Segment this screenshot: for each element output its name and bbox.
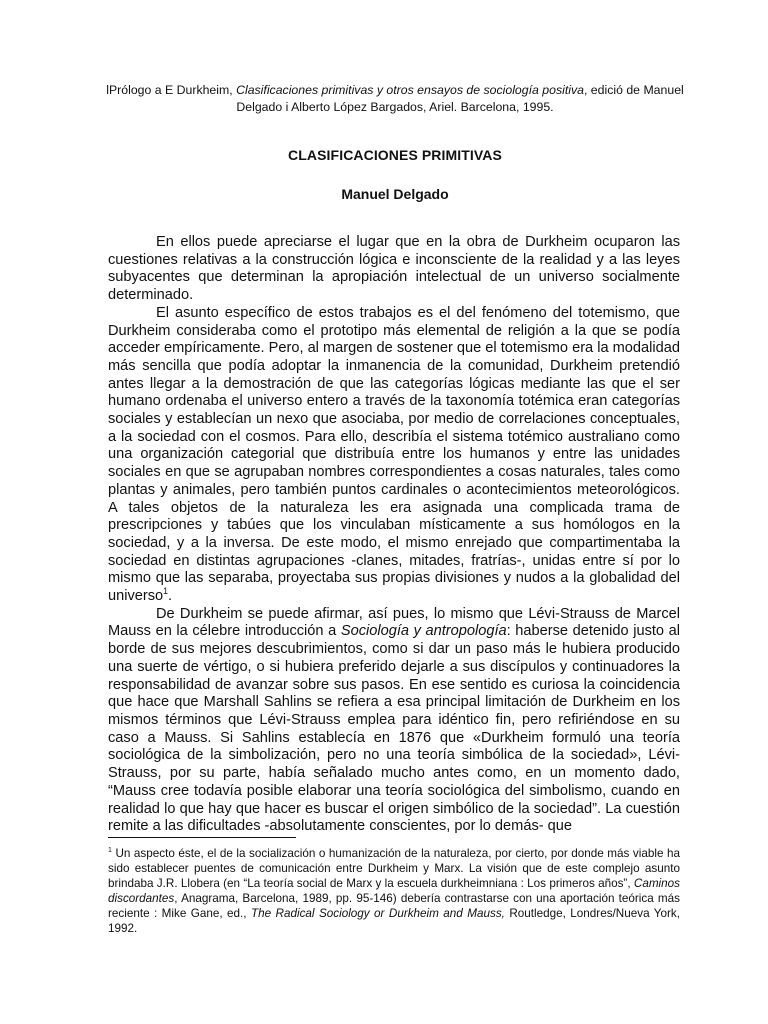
- footnote-reference[interactable]: 1: [163, 586, 169, 597]
- footnote-italic-1: Caminos discordantes: [108, 877, 680, 905]
- footnote-divider: [108, 837, 296, 838]
- paragraph-2: [108, 305, 680, 606]
- paragraph-1: En ellos puede apreciarse el lugar que en la obra de Durkheim ocuparon las cuestiones relativas a la construcción lógica e inconsciente de la realidad y a las leyes subyacentes que determinan la apropiación intelectual de un universo socialmente determinado.: [108, 234, 680, 304]
- paragraph-2-end: .: [168, 588, 173, 605]
- paragraph-3: [108, 606, 680, 836]
- citation-header: [100, 82, 690, 116]
- footnote-number: 1: [108, 847, 112, 855]
- footnote: [108, 846, 680, 936]
- paragraph-3-book-title: Sociología y antropología: [340, 623, 507, 640]
- document-author: Manuel Delgado: [341, 186, 449, 202]
- citation-book-title: Clasificaciones primitivas y otros ensayos de sociología positiva: [236, 83, 584, 97]
- paragraph-2-text: El asunto específico de estos trabajos es el del fenómeno del totemismo, que Durkheim consideraba como el prototipo más elemental de religión a la que se podía acceder empíricamente. Pero, al margen de sostener que el totemismo era la modalidad más sencilla que podía adoptar la inmanencia de la comunidad, Durkheim pretendió antes llegar a la demostración de que las categorías lógicas mediante las que el ser humano ordenaba el universo entero a través de la taxonomía totémica eran categorías sociales y establecían un nexo que asociaba, por medio de correlaciones conceptuales, a la sociedad con el cosmos. Para ello, describía el sistema totémico australiano como una organización categorial que distribuía entre los humanos y entre las unidades sociales en que se agrupaban nombres correspondientes a cosas naturales, tales como plantas y animales, pero también puntos cardinales o acontecimientos meteorológicos. A tales objetos de la naturaleza les era asignada una complicada trama de prescripciones y tabúes que los vinculaban místicamente a sus homólogos en la sociedad, y a la inversa. De este modo, el mismo enrejado que compartimentaba la sociedad en distintas agrupaciones -clanes, mitades, fratrías-, unidas entre sí por lo mismo que las separaba, proyectaba sus propias divisiones y nudos a la globalidad del universo: [108, 304, 680, 605]
- footnote-italic-2: The Radical Sociology or Durkheim and Mauss,: [250, 907, 505, 920]
- footnote-text-a: Un aspecto éste, el de la socialización o humanización de la naturaleza, por cierto, por donde más viable ha sido establecer puentes de comunicación entre Durkheim y Marx. La visión que de este complejo asunto brindaba J.R. Llobera (en “La teoría social de Marx y la escuela durkheimniana : Los primeros años”,: [108, 847, 680, 890]
- document-title: CLASIFICACIONES PRIMITIVAS: [288, 147, 502, 163]
- footnote-1: [108, 846, 680, 936]
- citation-suffix: , edició de Manuel Delgado i Alberto López Bargados, Ariel. Barcelona, 1995.: [236, 83, 684, 114]
- citation-prefix: lPrólogo a E Durkheim,: [106, 83, 237, 97]
- footnote-text-b: , Anagrama, Barcelona, 1989, pp. 95-146) debería contrastarse con una aportación teórica más reciente : Mike Gane, ed.,: [108, 892, 680, 920]
- paragraph-3-text-b: : haberse detenido justo al borde de sus mejores descubrimientos, como si dar un paso más le hubiera producido una suerte de vértigo, o si hubiera preferido dejarle a sus discípulos y continuadores la responsabilidad de avanzar sobre sus pasos. En ese sentido es curiosa la coincidencia que hace que Marshall Sahlins se refiera a esa principal limitación de Durkheim en los mismos términos que Lévi-Strauss emplea para idéntico fin, pero refiriéndose en su caso a Mauss. Si Sahlins establecía en 1876 que «Durkheim formuló una teoría sociológica de la simbolización, pero no una teoría simbólica de la sociedad», Lévi-Strauss, por su parte, había señalado mucho antes como, en un momento dado, “Mauss cree todavía posible elaborar una teoría sociológica del simbolismo, cuando en realidad lo que hay que hacer es buscar el origen simbólico de la sociedad”. La cuestión remite a las dificultades -absolutamente conscientes, por lo demás- que: [108, 623, 681, 835]
- paragraph-3-text-a: De Durkheim se puede afirmar, así pues, lo mismo que Lévi-Strauss de Marcel Mauss en la célebre introducción a: [108, 605, 680, 640]
- footnote-text-c: Routledge, Londres/Nueva York, 1992.: [108, 907, 680, 935]
- body-text: [108, 234, 680, 836]
